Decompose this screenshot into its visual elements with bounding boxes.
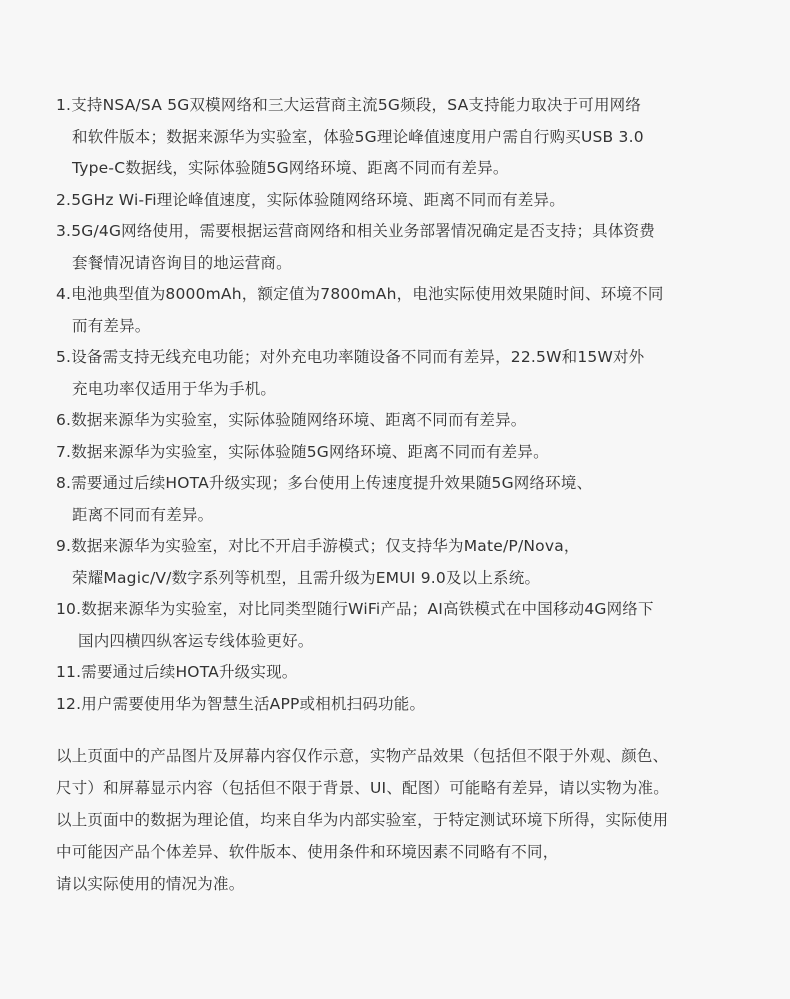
footnote-item [56, 185, 746, 217]
footnote-line: 而有差异。 [72, 316, 151, 335]
footnote-item [56, 216, 746, 279]
footnote-item [56, 279, 746, 342]
footnote-line: 1.支持NSA/SA 5G双模网络和三大运营商主流5G频段，SA支持能力取决于可用网络 [56, 96, 642, 114]
footnote-line: 6.数据来源华为实验室，实际体验随网络环境、距离不同而有差异。 [56, 411, 527, 429]
footnote-item [56, 594, 746, 657]
footnote-line: 国内四横四纵客运专线体验更好。 [78, 631, 314, 650]
disclaimer-line: 中可能因产品个体差异、软件版本、使用条件和环境因素不同略有不同， [56, 843, 559, 861]
footnote-line: 套餐情况请咨询目的地运营商。 [72, 253, 292, 272]
footnote-item [56, 689, 746, 721]
footnote-line: 充电功率仅适用于华为手机。 [72, 379, 277, 398]
footnote-line: 和软件版本；数据来源华为实验室，体验5G理论峰值速度用户需自行购买USB 3.0 [72, 127, 644, 146]
footnote-item [56, 90, 746, 185]
footnote-line: 9.数据来源华为实验室，对比不开启手游模式；仅支持华为Mate/P/Nova， [56, 537, 580, 555]
footnote-line: 2.5GHz Wi-Fi理论峰值速度，实际体验随网络环境、距离不同而有差异。 [56, 190, 565, 209]
disclaimer-line: 请以实际使用的情况为准。 [56, 875, 245, 893]
footnote-item [56, 468, 746, 531]
footnote-line: 3.5G/4G网络使用，需要根据运营商网络和相关业务部署情况确定是否支持；具体资费 [56, 222, 655, 240]
footnote-line: 8.需要通过后续HOTA升级实现；多台使用上传速度提升效果随5G网络环境、 [56, 474, 593, 492]
footnote-line: 荣耀Magic/V/数字系列等机型，且需升级为EMUI 9.0及以上系统。 [72, 568, 541, 587]
footnote-line: 10.数据来源华为实验室，对比同类型随行WiFi产品；AI高铁模式在中国移动4G网络下 [56, 600, 654, 618]
footnote-item [56, 657, 746, 689]
footnote-item [56, 405, 746, 437]
footnote-line: 7.数据来源华为实验室，实际体验随5G网络环境、距离不同而有差异。 [56, 442, 549, 461]
disclaimer-block [56, 740, 756, 900]
disclaimer-line: 以上页面中的产品图片及屏幕内容仅作示意，实物产品效果（包括但不限于外观、颜色、 [56, 747, 669, 765]
footnote-line: 4.电池典型值为8000mAh，额定值为7800mAh，电池实际使用效果随时间、环境不同 [56, 285, 664, 303]
disclaimer-line: 以上页面中的数据为理论值，均来自华为内部实验室，于特定测试环境下所得，实际使用 [56, 811, 669, 829]
footnote-line: 5.设备需支持无线充电功能；对外充电功率随设备不同而有差异，22.5W和15W对外 [56, 348, 645, 366]
footnote-line: 12.用户需要使用华为智慧生活APP或相机扫码功能。 [56, 694, 426, 713]
footnote-line: Type-C数据线，实际体验随5G网络环境、距离不同而有差异。 [72, 159, 509, 177]
footnote-item [56, 342, 746, 405]
footnote-line: 11.需要通过后续HOTA升级实现。 [56, 663, 298, 681]
footnote-item [56, 531, 746, 594]
footnote-item [56, 437, 746, 469]
footnote-list [56, 90, 746, 720]
footnote-line: 距离不同而有差异。 [72, 505, 214, 524]
disclaimer-line: 尺寸）和屏幕显示内容（包括但不限于背景、UI、配图）可能略有差异，请以实物为准。 [56, 779, 669, 797]
